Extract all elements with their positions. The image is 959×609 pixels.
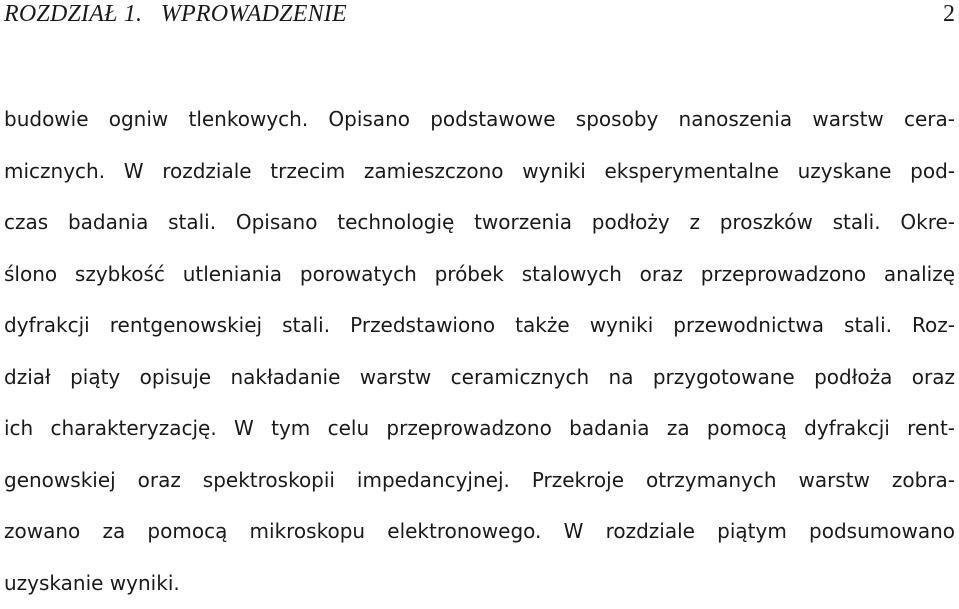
- paragraph-line: dział piąty opisuje nakładanie warstw ceramicznych na przygotowane podłoża oraz: [4, 352, 955, 404]
- page-number: 2: [943, 0, 955, 28]
- running-header: [4, 0, 955, 30]
- paragraph-line: dyfrakcji rentgenowskiej stali. Przedstawiono także wyniki przewodnictwa stali. Roz-: [4, 300, 955, 352]
- paragraph-line: zowano za pomocą mikroskopu elektronowego. W rozdziale piątym podsumowano: [4, 506, 955, 558]
- paragraph-line: genowskiej oraz spektroskopii impedancyjnej. Przekroje otrzymanych warstw zobra-: [4, 455, 955, 507]
- chapter-title: ROZDZIAŁ 1. WPROWADZENIE: [4, 0, 347, 28]
- paragraph-line: ślono szybkość utleniania porowatych próbek stalowych oraz przeprowadzono analizę: [4, 249, 955, 301]
- paragraph-line: ich charakteryzację. W tym celu przeprowadzono badania za pomocą dyfrakcji rent-: [4, 403, 955, 455]
- body-paragraph: [4, 94, 955, 609]
- paragraph-line: micznych. W rozdziale trzecim zamieszczono wyniki eksperymentalne uzyskane pod-: [4, 146, 955, 198]
- paragraph-line: czas badania stali. Opisano technologię tworzenia podłoży z proszków stali. Okre-: [4, 197, 955, 249]
- paragraph-line: budowie ogniw tlenkowych. Opisano podstawowe sposoby nanoszenia warstw cera-: [4, 94, 955, 146]
- paragraph-line: uzyskanie wyniki.: [4, 558, 955, 609]
